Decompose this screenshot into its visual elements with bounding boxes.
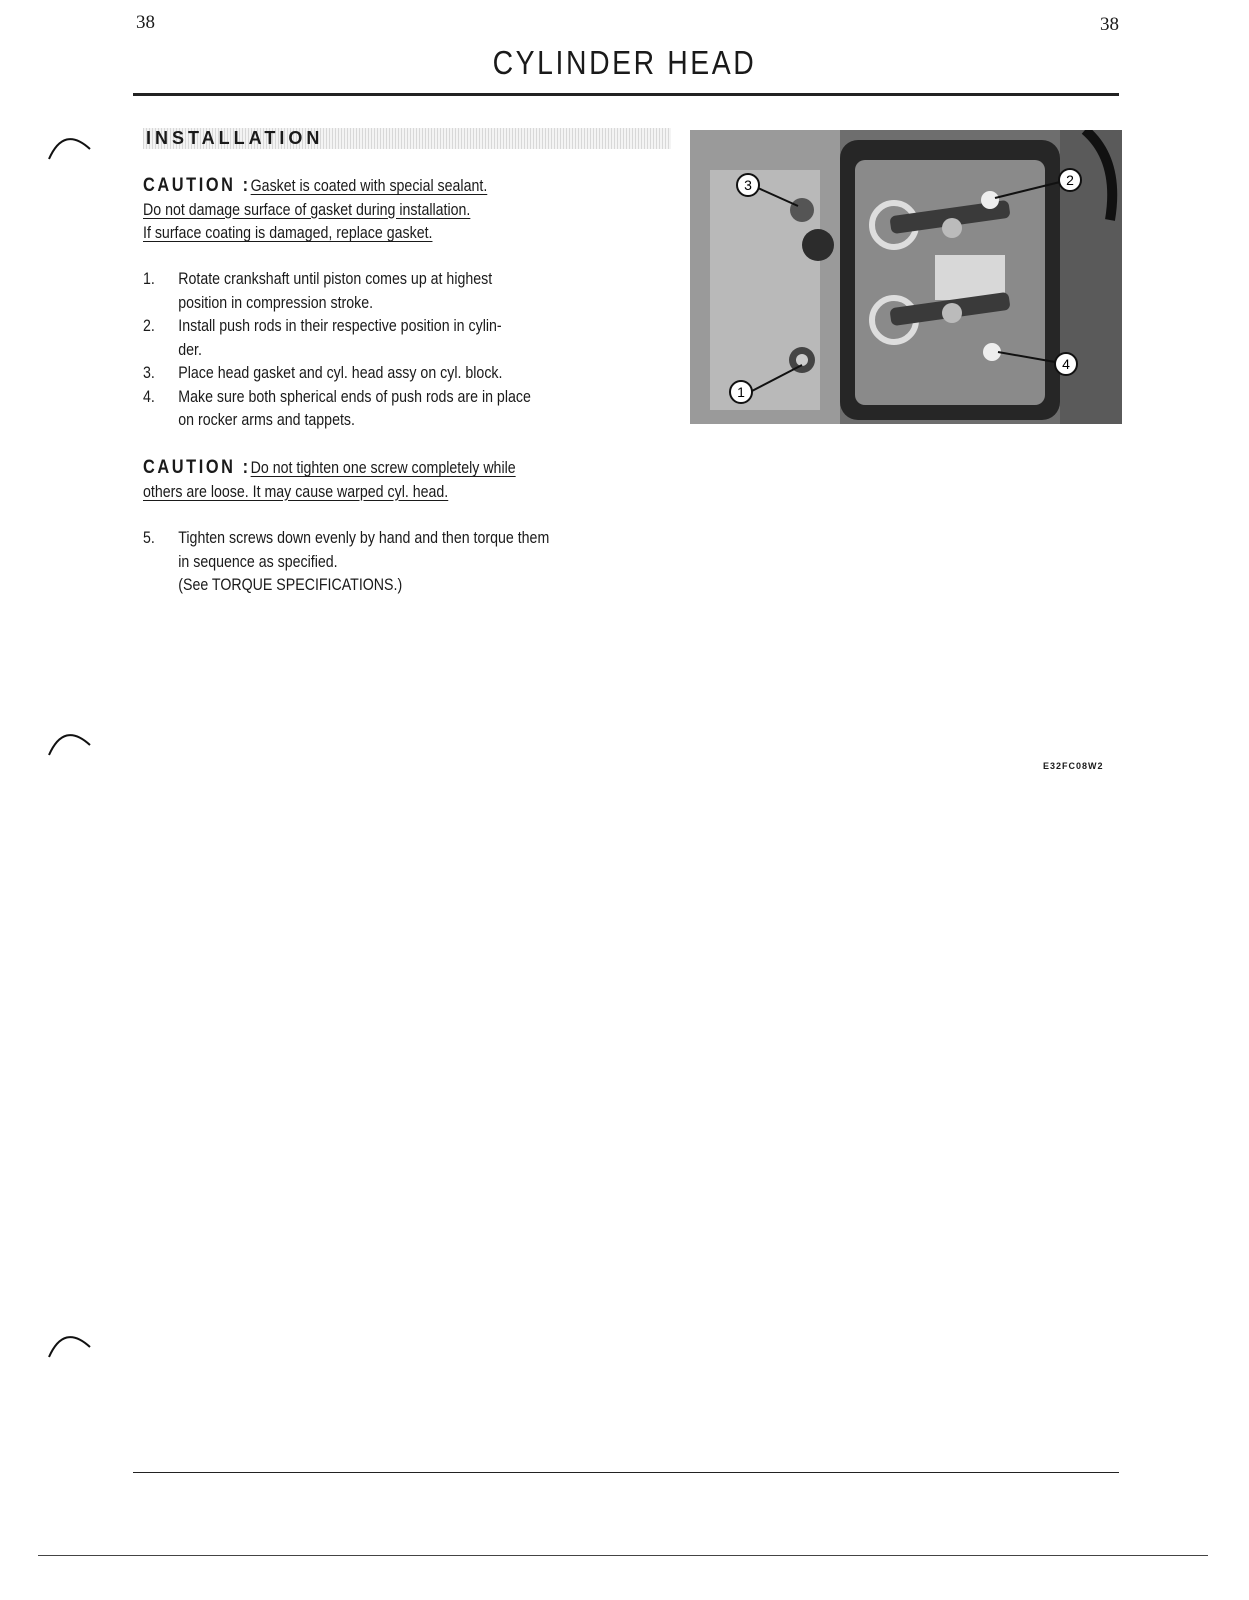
caution-text: Do not tighten one screw completely while bbox=[250, 459, 516, 477]
page-number-left: 38 bbox=[136, 12, 155, 33]
step-item: 2. Install push rods in their respective position in cylin- der. bbox=[143, 317, 502, 359]
caution-block-1 bbox=[143, 174, 659, 246]
svg-text:2: 2 bbox=[1066, 172, 1074, 188]
step-item: 3. Place head gasket and cyl. head assy on cyl. block. bbox=[143, 364, 503, 382]
svg-text:4: 4 bbox=[1062, 356, 1070, 372]
svg-text:3: 3 bbox=[744, 177, 752, 193]
page-number-right: 38 bbox=[1100, 14, 1119, 35]
tightening-steps bbox=[143, 527, 668, 598]
caution-label: CAUTION : bbox=[143, 457, 251, 478]
footer-rule bbox=[133, 1472, 1119, 1473]
step-item: 4. Make sure both spherical ends of push rods are in place on rocker arms and tappets. bbox=[143, 387, 531, 429]
binder-hole-arc-icon bbox=[46, 1329, 94, 1359]
caution-label: CAUTION : bbox=[143, 175, 251, 196]
caution-text: Do not damage surface of gasket during installation. bbox=[143, 200, 471, 219]
caution-text: Gasket is coated with special sealant. bbox=[250, 177, 488, 195]
svg-text:1: 1 bbox=[737, 384, 745, 400]
caution-text: If surface coating is damaged, replace gasket. bbox=[143, 224, 433, 242]
page-edge-rule bbox=[38, 1555, 1208, 1556]
step-item: 1. Rotate crankshaft until piston comes up at highest position in compression stroke. bbox=[143, 270, 493, 312]
document-code: E32FC08W2 bbox=[1043, 761, 1104, 771]
section-heading: INSTALLATION bbox=[143, 128, 671, 149]
binder-hole-arc-icon bbox=[46, 131, 94, 161]
cylinder-head-photo bbox=[690, 130, 1122, 424]
caution-block-2 bbox=[143, 456, 659, 504]
step-item: 5. Tighten screws down evenly by hand and then torque them in sequence as specified. (See TORQUE SPECIFICATIONS.) bbox=[143, 529, 550, 594]
installation-steps bbox=[143, 268, 668, 433]
header-rule bbox=[133, 93, 1119, 96]
caution-text: others are loose. It may cause warped cyl. head. bbox=[143, 482, 449, 501]
page-title: CYLINDER HEAD bbox=[492, 44, 757, 81]
binder-hole-arc-icon bbox=[46, 727, 94, 757]
